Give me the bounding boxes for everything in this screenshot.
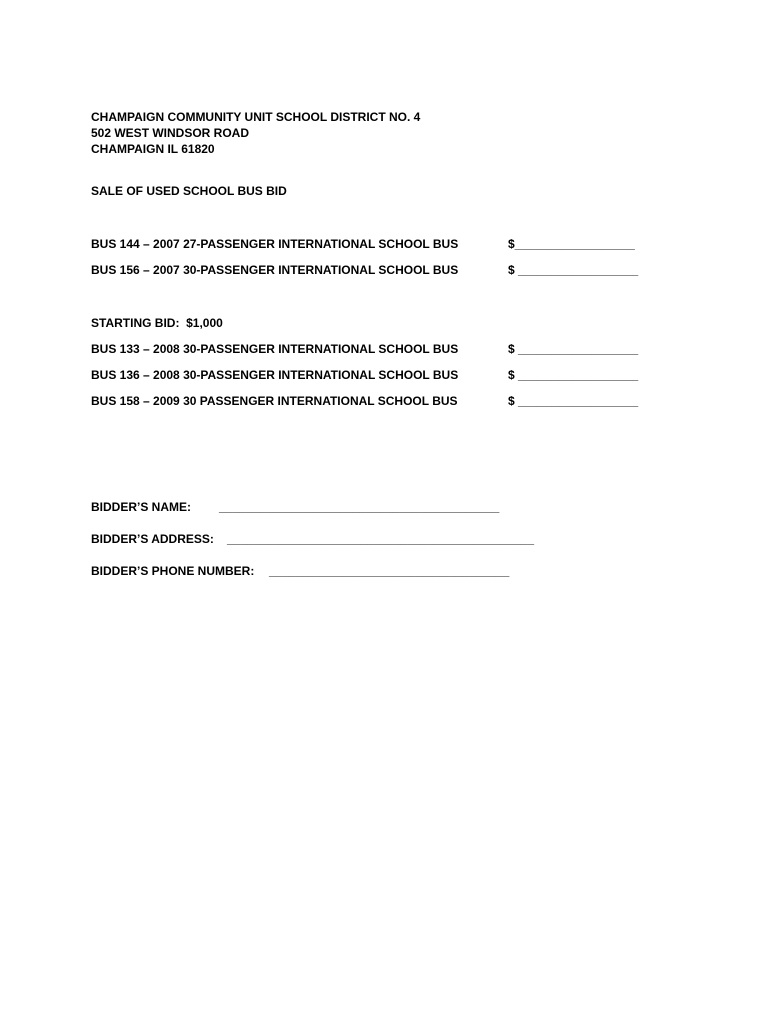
district-street: 502 WEST WINDSOR ROAD (91, 126, 250, 140)
page-title: SALE OF USED SCHOOL BUS BID (91, 184, 287, 198)
district-name: CHAMPAIGN COMMUNITY UNIT SCHOOL DISTRICT NO. 4 (91, 110, 421, 124)
starting-bid: STARTING BID: $1,000 (91, 316, 223, 330)
bidder-name-label: BIDDER’S NAME: (91, 500, 192, 514)
bus-144-label: BUS 144 – 2007 27-PASSENGER INTERNATIONAL SCHOOL BUS (91, 237, 459, 251)
bus-144-bid-field[interactable]: $__________________ (508, 237, 635, 251)
bus-158-label: BUS 158 – 2009 30 PASSENGER INTERNATIONAL SCHOOL BUS (91, 394, 458, 408)
bidder-name-field[interactable]: __________________________________________ (219, 500, 500, 514)
bus-158-bid-field[interactable]: $ __________________ (508, 394, 639, 408)
bus-156-label: BUS 156 – 2007 30-PASSENGER INTERNATIONAL SCHOOL BUS (91, 263, 459, 277)
bidder-address-field[interactable]: ______________________________________________ (227, 532, 534, 546)
bus-156-bid-field[interactable]: $ __________________ (508, 263, 639, 277)
bus-136-bid-field[interactable]: $ __________________ (508, 368, 639, 382)
district-city: CHAMPAIGN IL 61820 (91, 142, 215, 156)
bus-136-label: BUS 136 – 2008 30-PASSENGER INTERNATIONAL SCHOOL BUS (91, 368, 459, 382)
bidder-phone-label: BIDDER’S PHONE NUMBER: (91, 564, 255, 578)
bus-133-bid-field[interactable]: $ __________________ (508, 342, 639, 356)
bidder-address-label: BIDDER’S ADDRESS: (91, 532, 214, 546)
bidder-phone-field[interactable]: ____________________________________ (269, 564, 510, 578)
bus-133-label: BUS 133 – 2008 30-PASSENGER INTERNATIONAL SCHOOL BUS (91, 342, 459, 356)
